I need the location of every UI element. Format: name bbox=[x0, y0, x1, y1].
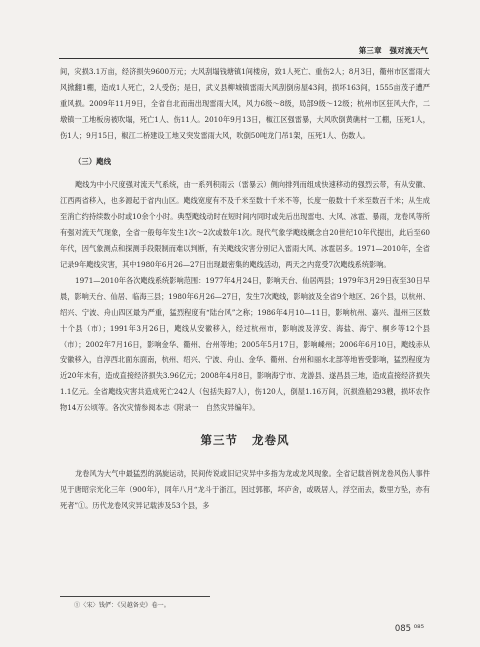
page-body bbox=[60, 64, 430, 514]
running-head: 第三章 强对流天气 bbox=[358, 46, 428, 55]
paragraph-tornado-intro: 龙卷风为大气中最猛烈的涡旋运动，民间传说或旧记灾异中多指为龙或龙风现象。全省记载首例龙卷风伤人事件见于唐昭宗光化三年（900年），同年八月“龙斗于浙江，因过郭都，坏庐舍，或吸居人，浮空而去，数里方坠，亦有死者”①。历代龙卷风灾异记载涉及53个县，多 bbox=[60, 468, 430, 510]
section-number: 第三节 bbox=[200, 433, 238, 448]
subsection-heading: （三）飑线 bbox=[74, 156, 111, 166]
paragraph-squall-line-events: 1971—2010年各次飑线系统影响范围：1977年4月24日，影响天台、仙居两县；1979年3月29日夜至30日早晨，影响天台、仙居、临海三县；1980年6月26—27日，发生7次飑线，影响波及全省9个地区、26个县，以杭州、绍兴、宁波、舟山四区最为严重，猛烈程度有“陆台风”之称；1986年4月10—11日，影响杭州、嘉兴、温州三区数十个县（市）；1991年3月26日，飑线从安徽移入，经过杭州市，影响波及淳安、海盐、海宁、桐乡等12个县（市）；2002年7月16日，影响金华、衢州、台州等地；2005年5月17日，影响嵊州；2006年6月10日，飑线赤从安徽移入，自淳西北面东面南，杭州、绍兴、宁波、舟山、金华、衢州、台州和丽水北部等地皆受影响，猛烈程度为近20年未有，造成直接经济损失3.96亿元；2008年4月8日，影响海宁市、龙游县、遂昌县三地，造成直接经济损失1.1亿元。全省飑线灾害共造成死亡242人（包括失踪7人），伤120人，倒屋1.16万间，沉损渔船293艘，损坏农作物14万公顷等。各次灾情参阅本志《附录一 自然灾异编年》。 bbox=[60, 275, 430, 413]
page-number: 085 ⁰⁸⁵ bbox=[394, 624, 424, 634]
header-rule bbox=[59, 58, 429, 59]
paragraph-continued: 间，灾损3.1万亩，经济损失9600万元；大风刮塌钱塘镇1间楼房，致1人死亡、重伤2人；8月3日，衢州市区雷雨大风掀翻1棚，造成1人死亡，2人受伤；是日，武义县柳城镇雷雨大风刮倒房屋43间，损坏163间，1555亩茂子遭严重风损。2009年11月9日，全省自北而南出现雷雨大风，风力6级～8级，局部9级～12级；杭州市区狂风大作，二墩镇一工地板房被吹塌，死亡1人、伤11人。2010年9月13日，椒江区强雷暴，大风吹倒黄礁村一工棚，压死1人，伤1人；9月15日，椒江二桥建设工地又突发雷雨大风，吹倒50吨龙门吊1架，压死1人、伤数人。 bbox=[60, 67, 430, 140]
footnote: ①〈宋〉钱俨：《吴越备史》卷一。 bbox=[74, 602, 170, 609]
footnote-rule bbox=[60, 596, 210, 597]
section-title: 龙卷风 bbox=[252, 433, 290, 448]
section-heading bbox=[60, 433, 430, 449]
paragraph-squall-line-intro: 飑线为中小尺度强对流天气系统，由一系列积雨云（雷暴云）侧向排列而组成快速移动的强烈云带，有从安徽、江西两省移入，也多源起于省内山区。飑线宽度有不及千米至数十千米不等，长度一般数十千米至数百千米；从生成至消亡约持续数小时或10余个小时。典型飑线动时在短时间内同时或先后出现雷电、大风、冰雹、暴雨，龙卷风等所有强对流天气现象，全省一般每年发生1次～2次或数年1次。现代气象学飑线概念自20世纪10年代提出，此后至60年代，因气象测点和探测手段限制而难以判断，有关飑线灾害分别记入雷雨大风、冰雹居多。1971—2010年，全省记录9年飑线灾害，其中1980年6月26—27日出现最密集的飑线活动，两天之内竟受7次飑线系统影响。 bbox=[60, 180, 430, 269]
